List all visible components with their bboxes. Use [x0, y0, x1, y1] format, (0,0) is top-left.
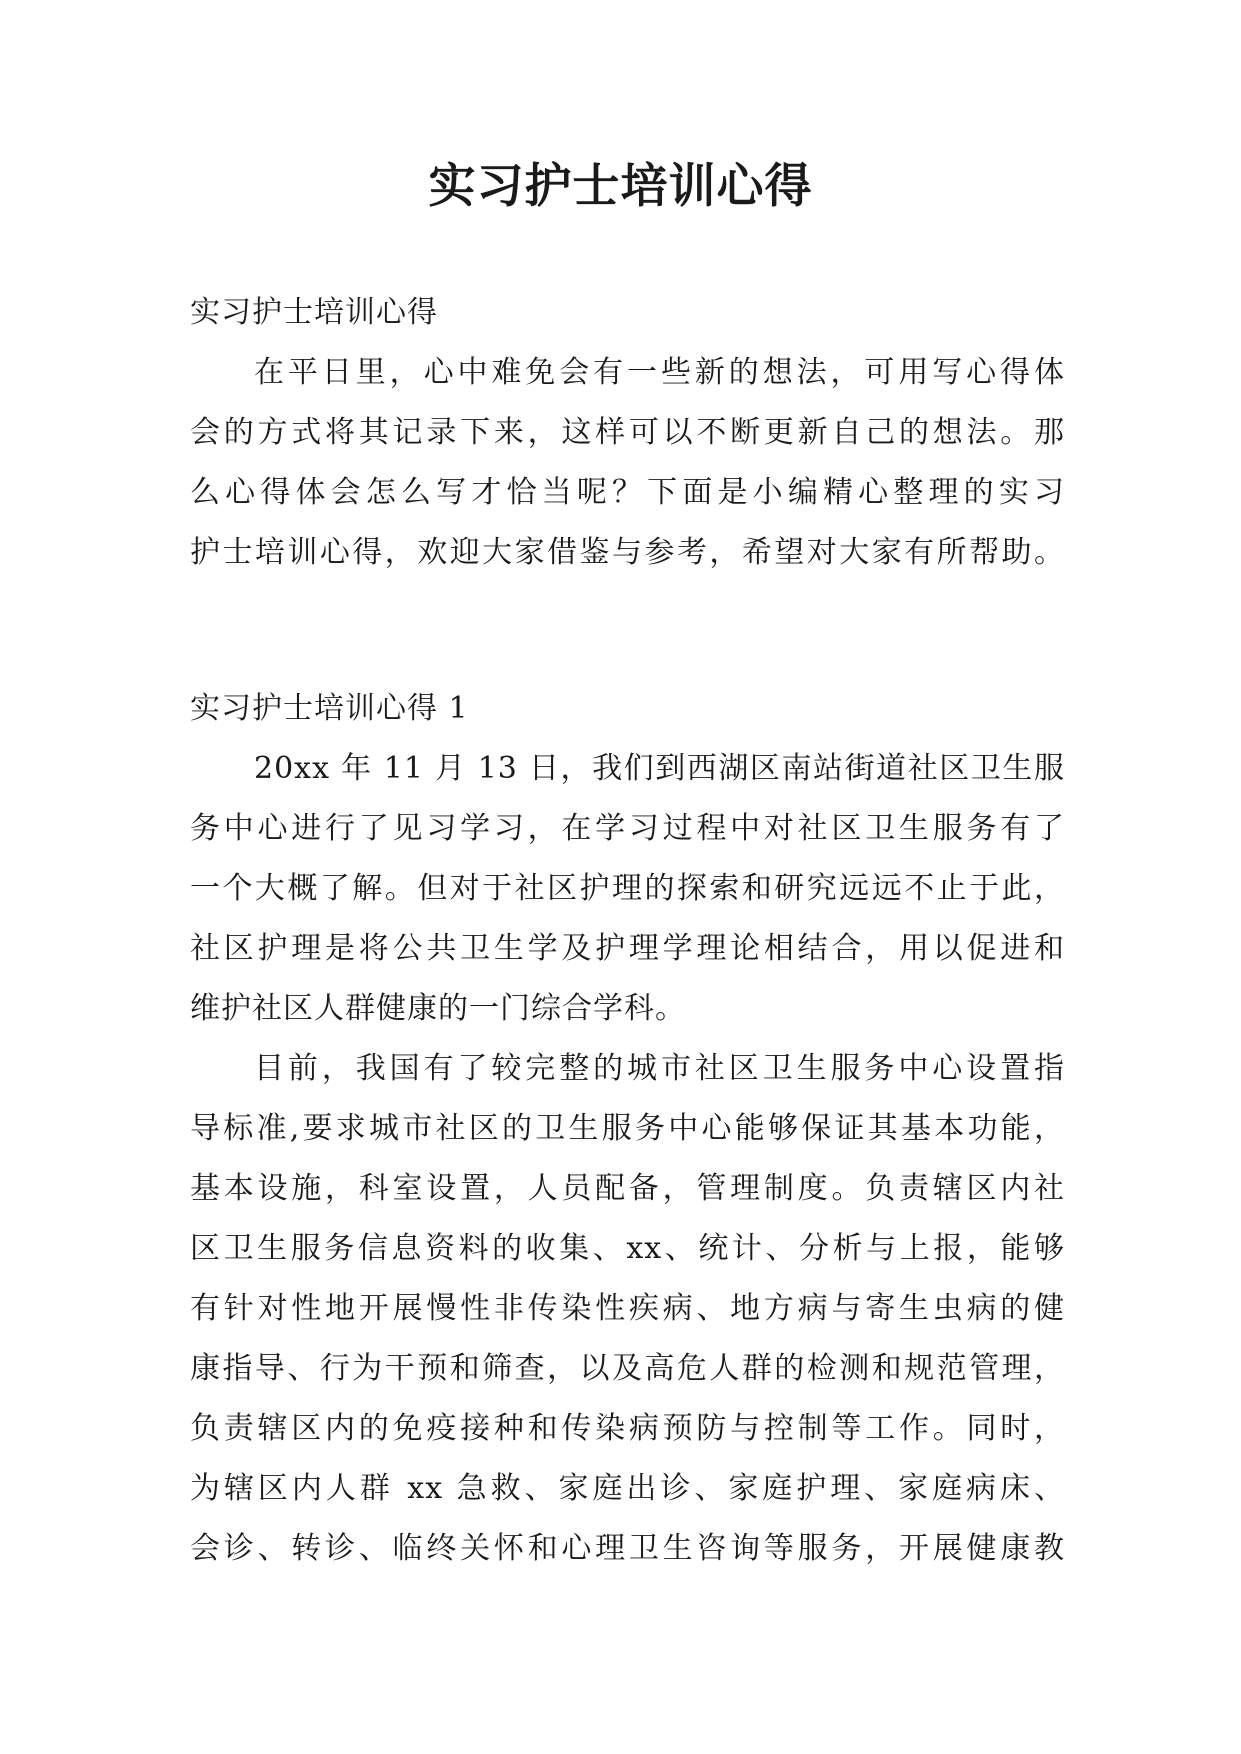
- paragraph-line: 为辖区内人群 xx 急救、家庭出诊、家庭护理、家庭病床、: [190, 1471, 1065, 1506]
- paragraph-line: 区卫生服务信息资料的收集、xx、统计、分析与上报，能够: [190, 1231, 1065, 1266]
- document-body: [190, 283, 1065, 1579]
- intro-line: 么心得体会怎么写才恰当呢？下面是小编精心整理的实习: [190, 475, 1065, 510]
- intro-line: 护士培训心得，欢迎大家借鉴与参考，希望对大家有所帮助。: [190, 535, 1065, 570]
- paragraph-line: 负责辖区内的免疫接种和传染病预防与控制等工作。同时，: [190, 1411, 1065, 1446]
- section-spacer: [190, 583, 1065, 679]
- paragraph-line: 康指导、行为干预和筛查，以及高危人群的检测和规范管理，: [190, 1351, 1065, 1386]
- paragraph-line: 一个大概了解。但对于社区护理的探索和研究远远不止于此，: [190, 871, 1065, 906]
- section1-heading: 实习护士培训心得 1: [190, 691, 469, 726]
- intro-line: 在平日里，心中难免会有一些新的想法，可用写心得体: [254, 355, 1065, 390]
- paragraph-line: 目前，我国有了较完整的城市社区卫生服务中心设置指: [254, 1051, 1065, 1086]
- intro-heading: 实习护士培训心得: [190, 295, 438, 330]
- paragraph-line: 基本设施，科室设置，人员配备，管理制度。负责辖区内社: [190, 1171, 1065, 1206]
- section1-paragraph-1: [190, 739, 1065, 1039]
- paragraph-line: 会诊、转诊、临终关怀和心理卫生咨询等服务，开展健康教: [190, 1531, 1065, 1566]
- section1-paragraph-2: [190, 1039, 1065, 1579]
- paragraph-line: 维护社区人群健康的一门综合学科。: [190, 991, 686, 1026]
- paragraph-line: 20xx 年 11 月 13 日，我们到西湖区南站街道社区卫生服: [254, 751, 1065, 786]
- intro-line: 会的方式将其记录下来，这样可以不断更新自己的想法。那: [190, 415, 1065, 450]
- intro-paragraph: [190, 343, 1065, 583]
- paragraph-line: 务中心进行了见习学习，在学习过程中对社区卫生服务有了: [190, 811, 1065, 846]
- paragraph-line: 社区护理是将公共卫生学及护理学理论相结合，用以促进和: [190, 931, 1065, 966]
- paragraph-line: 有针对性地开展慢性非传染性疾病、地方病与寄生虫病的健: [190, 1291, 1065, 1326]
- document-title: 实习护士培训心得: [428, 159, 813, 214]
- paragraph-line: 导标准,要求城市社区的卫生服务中心能够保证其基本功能，: [190, 1111, 1065, 1146]
